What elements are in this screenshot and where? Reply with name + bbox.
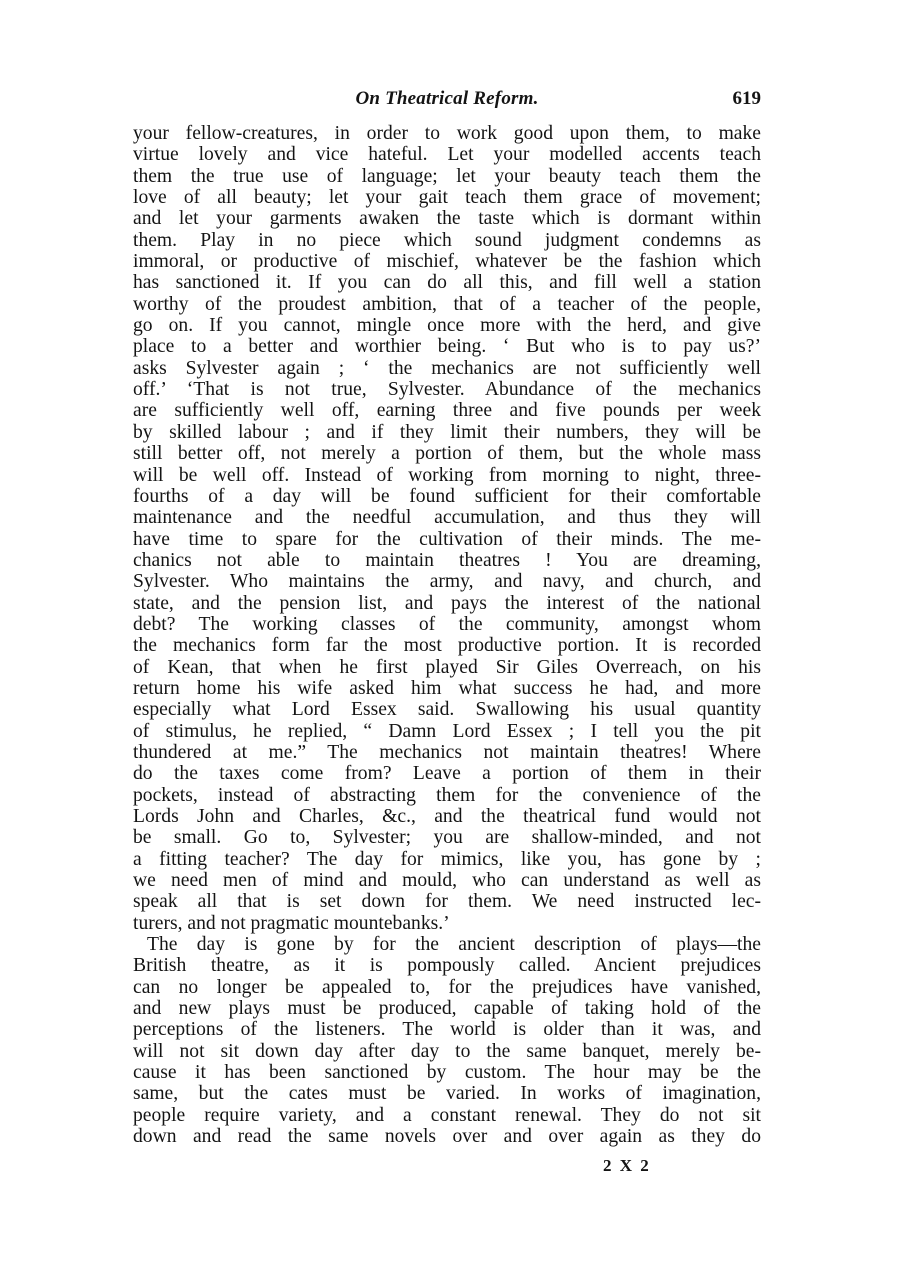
body-text <box>133 123 761 1148</box>
text-line: Sylvester. Who maintains the army, and navy, and church, and <box>133 571 761 593</box>
text-line: can no longer be appealed to, for the prejudices have vanished, <box>133 976 761 998</box>
text-line: same, but the cates must be varied. In works of imagination, <box>133 1083 761 1105</box>
text-line: and new plays must be produced, capable of taking hold of the <box>133 998 761 1020</box>
text-line: chanics not able to maintain theatres ! You are dreaming, <box>133 549 761 571</box>
text-line: Lords John and Charles, &c., and the theatrical fund would not <box>133 806 761 827</box>
text-line: love of all beauty; let your gait teach them grace of movement; <box>133 187 761 209</box>
text-line: of stimulus, he replied, “ Damn Lord Essex ; I tell you the pit <box>133 720 761 742</box>
text-line: virtue lovely and vice hateful. Let your modelled accents teach <box>133 144 761 166</box>
paragraph-1 <box>133 123 761 934</box>
text-line: thundered at me.” The mechanics not maintain theatres! Where <box>133 741 761 763</box>
text-line: especially what Lord Essex said. Swallowing his usual quantity <box>133 699 761 721</box>
signature-mark: 2 X 2 <box>603 1156 651 1175</box>
text-line: do the taxes come from? Leave a portion of them in their <box>133 763 761 785</box>
paragraph-2 <box>133 934 761 1147</box>
text-line: will not sit down day after day to the same banquet, merely be- <box>133 1040 761 1062</box>
text-line: go on. If you cannot, mingle once more with the herd, and give <box>133 315 761 337</box>
text-line: be small. Go to, Sylvester; you are shallow-minded, and not <box>133 827 761 849</box>
text-line: worthy of the proudest ambition, that of a teacher of the people, <box>133 293 761 315</box>
text-line: turers, and not pragmatic mountebanks.’ <box>133 912 450 934</box>
text-line: of Kean, that when he first played Sir Giles Overreach, on his <box>133 656 761 678</box>
text-line: has sanctioned it. If you can do all this, and fill well a station <box>133 272 761 294</box>
running-title: On Theatrical Reform. <box>355 88 539 109</box>
text-line: asks Sylvester again ; ‘ the mechanics are not sufficiently well <box>133 357 761 379</box>
text-line: are sufficiently well off, earning three and five pounds per week <box>133 400 761 422</box>
text-line: we need men of mind and mould, who can understand as well as <box>133 870 761 892</box>
text-line: off.’ ‘That is not true, Sylvester. Abundance of the mechanics <box>133 379 761 401</box>
page-number: 619 <box>732 88 761 109</box>
text-line: perceptions of the listeners. The world is older than it was, and <box>133 1019 761 1041</box>
text-line: still better off, not merely a portion of them, but the whole mass <box>133 443 761 465</box>
text-line: down and read the same novels over and over again as they do <box>133 1126 761 1148</box>
text-line: speak all that is set down for them. We need instructed lec- <box>133 891 761 913</box>
text-line: fourths of a day will be found sufficient for their comfortable <box>133 485 761 507</box>
text-line: a fitting teacher? The day for mimics, like you, has gone by ; <box>133 848 761 870</box>
text-line: the mechanics form far the most productive portion. It is recorded <box>133 635 761 657</box>
text-line: state, and the pension list, and pays the interest of the national <box>133 592 761 614</box>
text-line: have time to spare for the cultivation of their minds. The me- <box>133 528 761 550</box>
text-line: place to a better and worthier being. ‘ But who is to pay us?’ <box>133 336 761 358</box>
text-line: people require variety, and a constant renewal. They do not sit <box>133 1104 761 1126</box>
text-line: cause it has been sanctioned by custom. The hour may be the <box>133 1062 761 1084</box>
text-line: will be well off. Instead of working from morning to night, three- <box>133 464 761 486</box>
text-line: and let your garments awaken the taste which is dormant within <box>133 208 761 230</box>
text-line: debt? The working classes of the community, amongst whom <box>133 613 761 635</box>
text-line: immoral, or productive of mischief, whatever be the fashion which <box>133 251 761 273</box>
text-line: The day is gone by for the ancient description of plays—the <box>147 934 761 956</box>
text-line: your fellow-creatures, in order to work good upon them, to make <box>133 123 761 144</box>
running-head <box>133 88 761 112</box>
text-line: return home his wife asked him what success he had, and more <box>133 677 761 699</box>
text-line: pockets, instead of abstracting them for the convenience of the <box>133 784 761 806</box>
text-line: them. Play in no piece which sound judgment condemns as <box>133 229 761 251</box>
text-line: British theatre, as it is pompously called. Ancient prejudices <box>133 955 761 977</box>
text-line: maintenance and the needful accumulation, and thus they will <box>133 507 761 529</box>
text-line: them the true use of language; let your beauty teach them the <box>133 165 761 187</box>
text-line: by skilled labour ; and if they limit their numbers, they will be <box>133 421 761 443</box>
